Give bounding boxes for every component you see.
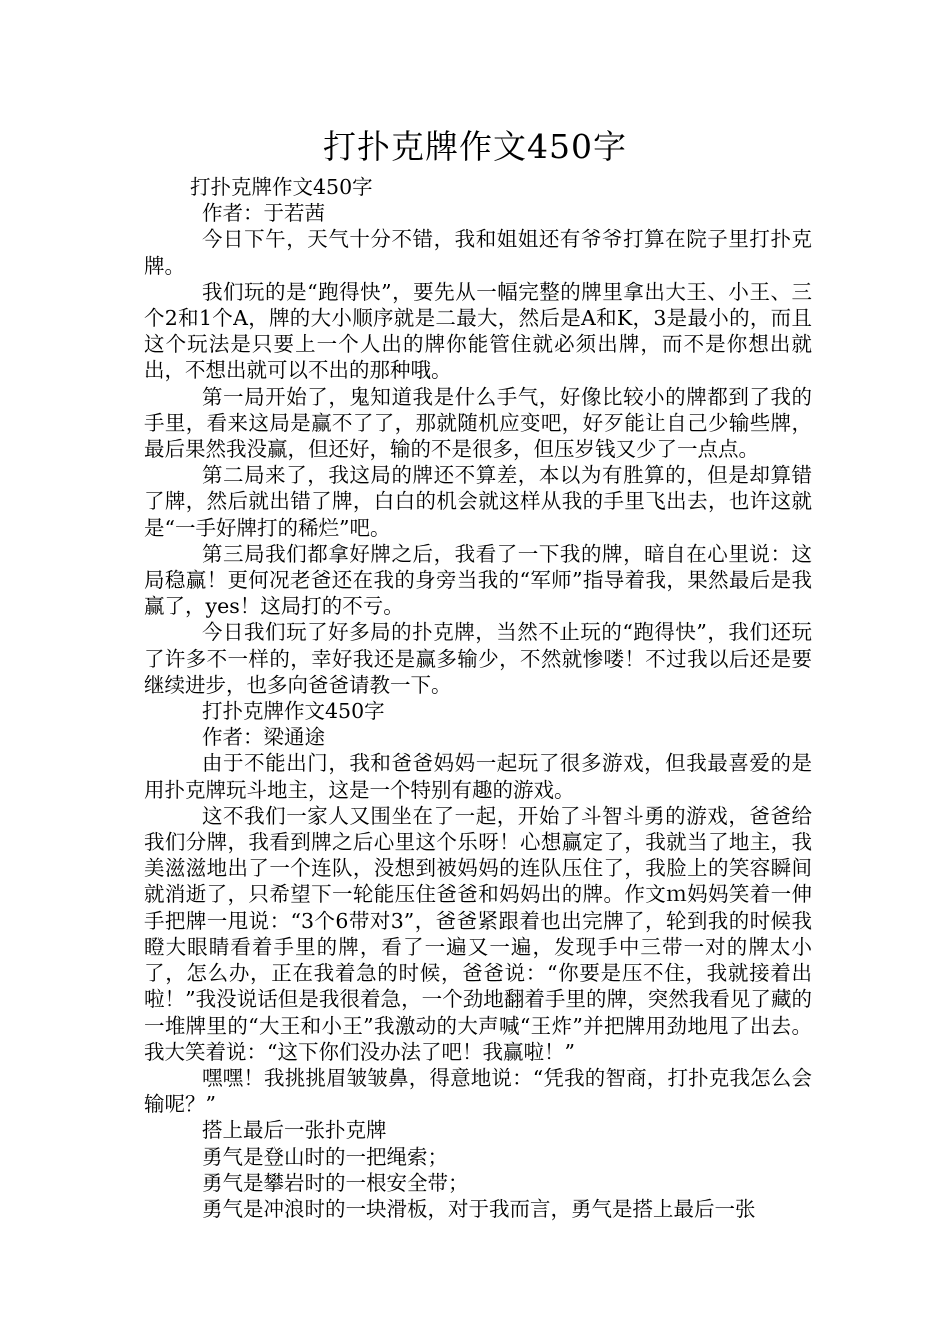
paragraph: 由于不能出门，我和爸爸妈妈一起玩了很多游戏，但我最喜爱的是用扑克牌玩斗地主，这是一个特别有趣的游戏。: [144, 751, 812, 802]
essay-2-heading: 打扑克牌作文450字: [202, 699, 385, 724]
document-title: 打扑克牌作文450字: [323, 127, 627, 166]
essay-1-author: 作者：于若茜: [202, 201, 325, 226]
paragraph: 第三局我们都拿好牌之后，我看了一下我的牌，暗自在心里说：这局稳赢！更何况老爸还在我的身旁当我的“军师”指导着我，果然最后是我赢了，yes！这局打的不亏。: [144, 541, 812, 619]
document-body: [144, 174, 812, 1222]
paragraph: 第一局开始了，鬼知道我是什么手气，好像比较小的牌都到了我的手里，看来这局是赢不了了，那就随机应变吧，好歹能让自己少输些牌，最后果然我没赢，但还好，输的不是很多，但压岁钱又少了一点点。: [144, 384, 812, 462]
essay-1-heading: 打扑克牌作文450字: [190, 175, 373, 199]
paragraph: 今日下午，天气十分不错，我和姐姐还有爷爷打算在院子里打扑克牌。: [144, 227, 812, 278]
paragraph: 我们玩的是“跑得快”，要先从一幅完整的牌里拿出大王、小王、三个2和1个A，牌的大小顺序就是二最大，然后是A和K，3是最小的，而且这个玩法是只要上一个人出的牌你能管住就必须出牌，而不是你想出就出，不想出就可以不出的那种哦。: [144, 279, 812, 383]
paragraph: 这不我们一家人又围坐在了一起，开始了斗智斗勇的游戏，爸爸给我们分牌，我看到牌之后心里这个乐呀！心想赢定了，我就当了地主，我美滋滋地出了一个连队，没想到被妈妈的连队压住了，我脸上的笑容瞬间就消逝了，只希望下一轮能压住爸爸和妈妈出的牌。作文ｍ妈妈笑着一伸手把牌一甩说：“3个6带对3”，爸爸紧跟着也出完牌了，轮到我的时候我瞪大眼睛看着手里的牌，看了一遍又一遍，发现手中三带一对的牌太小了，怎么办，正在我着急的时候，爸爸说：“你要是压不住，我就接着出啦！”我没说话但是我很着急，一个劲地翻着手里的牌，突然我看见了藏的一堆牌里的“大王和小王”我激动的大声喊“王炸”并把牌用劲地甩了出去。我大笑着说：“这下你们没办法了吧！我赢啦！”: [144, 803, 812, 1064]
paragraph: 勇气是登山时的一把绳索；: [202, 1144, 448, 1169]
paragraph: 嘿嘿！我挑挑眉皱皱鼻，得意地说：“凭我的智商，打扑克我怎么会输呢？”: [144, 1065, 812, 1117]
paragraph: 勇气是攀岩时的一根安全带；: [202, 1170, 469, 1195]
paragraph: 勇气是冲浪时的一块滑板，对于我而言，勇气是搭上最后一张: [202, 1196, 756, 1221]
paragraph: 第二局来了，我这局的牌还不算差，本以为有胜算的，但是却算错了牌，然后就出错了牌，白白的机会就这样从我的手里飞出去，也许这就是“一手好牌打的稀烂”吧。: [144, 463, 812, 540]
paragraph: 今日我们玩了好多局的扑克牌，当然不止玩的“跑得快”，我们还玩了许多不一样的，幸好我还是赢多输少，不然就惨喽！不过我以后还是要继续进步，也多向爸爸请教一下。: [144, 620, 812, 697]
essay-3-heading: 搭上最后一张扑克牌: [202, 1118, 387, 1143]
essay-2-author: 作者：梁通途: [202, 725, 325, 750]
